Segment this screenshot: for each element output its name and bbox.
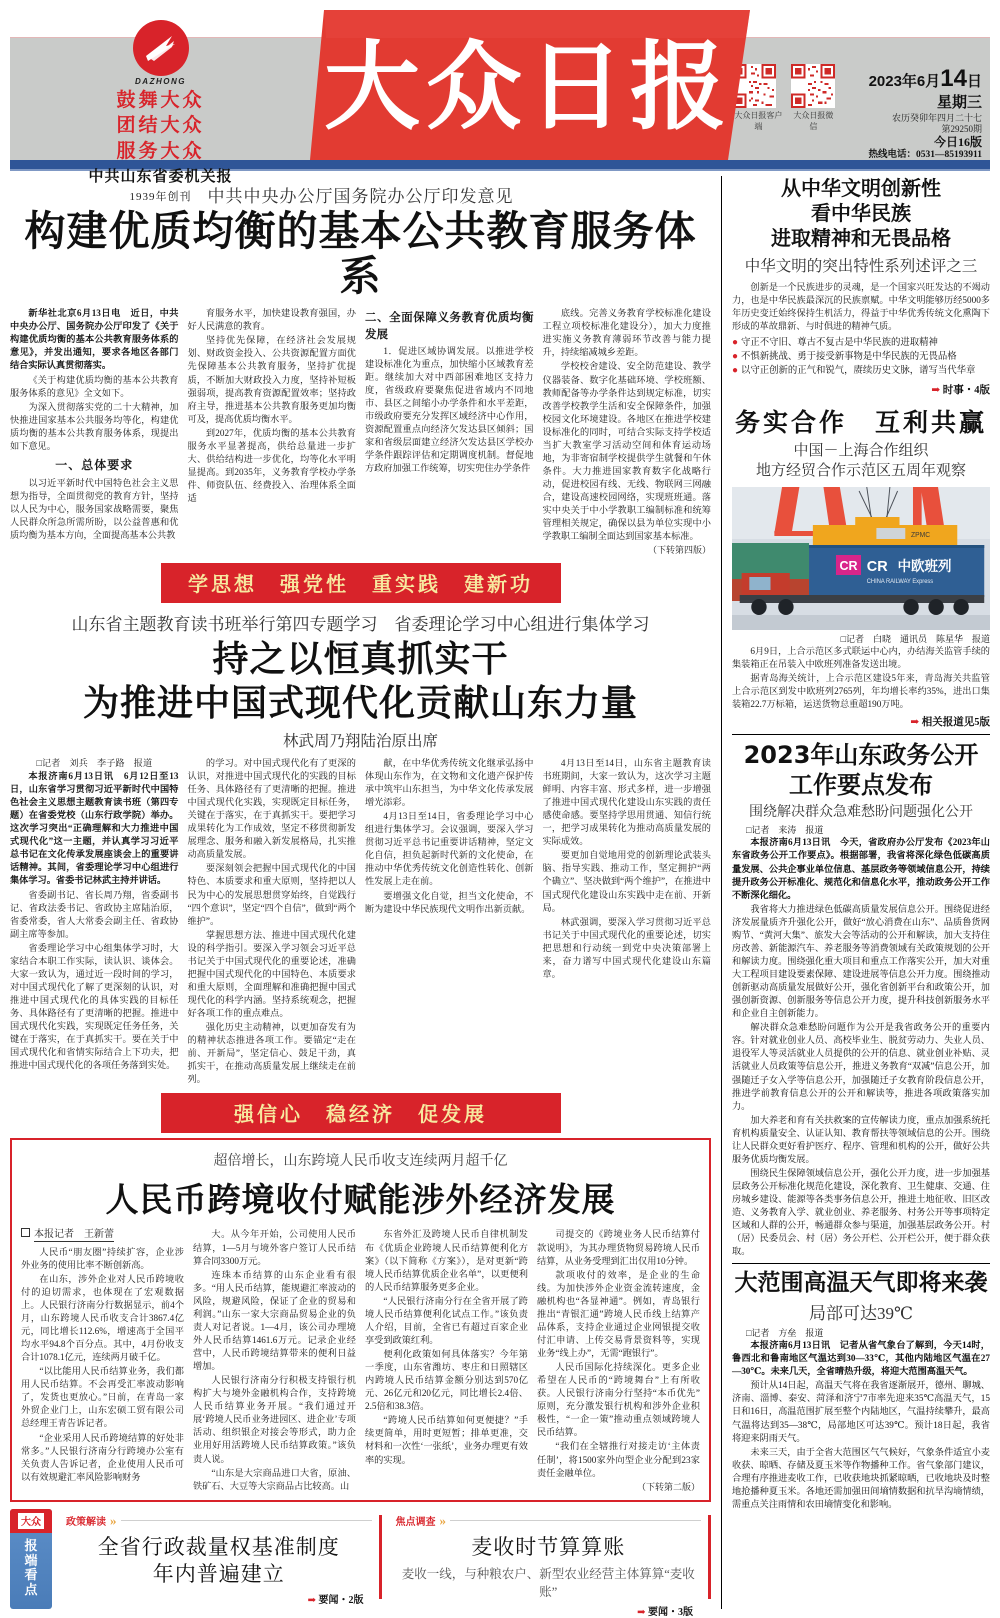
section2-col-2 [188,757,357,1088]
tab-char-3: 看 [24,1567,38,1583]
section3-para: “人民银行济南分行在全省开展了跨境人民币结算便利化试点工作。”该负责人介绍，目前，全省已有超过百家企业享受到政策红利。 [365,1295,528,1345]
weather-headline: 大范围高温天气即将来袭 [734,1270,988,1297]
arrow-right-icon: ➡ [910,717,920,729]
footer-headline-line-1: 麦收时节算算账 [471,1534,626,1559]
lead-para: 学校校舍建设、安全防范建设、教学仪器装备、数字化基础环境、学校班额、教师配备等办学条件达到规定标准，切实改善学校教学生活和安全保障条件，加强校园文化环境建设。各地区在推进学校建设标准化的同时，可结合实际支持学校适当扩大教室学习活动空间和体育运动场地，为非寄宿制学校提供学生就餐和午休条件。大力推进国家教育数字化战略行动，促进校园有线、无线、物联网三网融合，建设高速校园网络，实现班班通。落实中央关于中小学教职工编制标准和统筹管理相关规定，确保以县为单位实现中小学教职工编制全面达到国家基本标准。 [542,361,711,542]
lead-col-3 [365,307,534,557]
footer-tab [10,1509,52,1609]
section2-para: 省委理论学习中心组集体学习时，大家结合本职工作实际，读认识、谈体会。大家一致认为，通过近一段时间的学习，对中国式现代化了解了更深刻的认识，对推进中国式现代化的具体实践的目标任务、具体路径有了更清晰的把握。推进中国式现代化实践，实现既定任务任务，关键在于落实，在于真抓实干。要在关于中国式现代化和省情实际结合上下功夫，把推进中国式现代化的各项任务落到实处。 [10,942,179,1071]
section2-para: 强化历史主动精神，以更加奋发有为的精神状态推进各项工作。要锚定“走在前、开新局”，坚定信心、鼓足干劲，真抓实干，在推动高质量发展上继续走在前列。 [187,1022,356,1085]
gov-para [732,836,990,901]
weekday: 星期三 [936,95,982,111]
section3-para: 东省外汇及跨境人民币自律机制发布《优质企业跨境人民币结算便利化方案》（以下简称《方案》），是对更新“跨境人民币结算优质企业名单”，以更便利的人民币结算服务更多企业。 [365,1229,528,1292]
section3-para: 人民银行济南分行积极支持银行机构扩大与境外金融机构合作，支持跨境人民币结算业务开展。“我们通过开展‘跨境人民币业务进园区、进企业’专项活动、组织银企对接会等形式，助力企业用好用活跨境人民币结算政策。”该负责人说。 [193,1375,356,1464]
sco-subhead [732,441,990,482]
cr-english-text: CHINA RAILWAY Express [866,579,934,586]
section2-col-4 [543,757,712,1088]
arrow-right-icon: ➡ [637,1607,646,1618]
section2-para: 献，在中华优秀传统文化继承弘扬中体现山东作为，在文物和文化遗产保护传承中筑牢山东担当，为中华文化传承发展增光添彩。 [365,757,534,808]
section3-continuation: （下转第二版） [636,1481,700,1492]
section3-para: 人民币“朋友圈”持续扩容，企业涉外业务的使用比率不断创新高。 [21,1246,184,1270]
qr-wechat-caption: 大众日报微信 [793,111,834,131]
gov-headline [732,740,990,800]
masthead-title-banner [310,8,750,163]
section3-para: 人民币国际化持续深化。更多企业希望在人民币的“跨境舞台”上有所收获。人民银行济南分行坚持“本币优先”原则，充分激发银行机构和涉外企业积极性，“一企一策”推动重点领域跨境人民币结算。 [537,1362,700,1438]
civilization-subhead: 中华文明的突出特性系列述评之三 [744,258,978,275]
section2-headline-line-1: 持之以恒真抓实干 [212,639,509,681]
civilization-jump[interactable] [732,382,990,397]
dazhong-mini-logo-icon [18,1513,44,1529]
caption-para: 据青岛海关统计，上合示范区建设5年来，青岛海关共监管上合示范区到发中欧班列2765列，年均增长率约35%，进出口集装箱22.7万标箱，运送货物总重超190万吨。 [732,673,990,710]
footer-tag-row [66,1513,372,1529]
lead-dateline: 新华社北京6月13日电 近日，中共中央办公厅、国务院办公厅印发了《关于构建优质均衡的基本公共教育服务体系的意见》，并发出通知，要求各地区各部门结合实际认真贯彻落实。 [10,308,179,371]
dazhong-logo-icon [133,20,189,76]
section3-byline [21,1228,184,1242]
masthead-title-text: 大众日报 [324,30,732,143]
gov-para: 我省将大力推进绿色低碳高质量发展信息公开。围绕促进经济发展量质齐升强化公开，做好“放心消费在山东”、品质鲁货网购节、“黄河大集”、旅发大会等活动的公开和解读，加大支持住房改善、新能源汽车、养老服务等消费领域有关政策规划的公开和解读力度。围绕强化重大项目和重点工作落实公开，加大对重大工程项目建设要素保障、建设进展等信息公开力度。围绕推动创新驱动高质量发展做好公开，强化省创新平台和政策公开，加强创新资源、创新服务等信息公开力度，提升科技创新服务水平和企业自主创新能力。 [732,903,990,1019]
civilization-body [732,281,990,333]
footer-divider [121,1520,372,1521]
weather-para [732,1339,990,1378]
section3-para: 款项收付的效率，是企业的生命线。为加快涉外企业资金流转速度，金融机构也“各显神通”。例如，青岛银行推出“青银汇通”跨境人民币线上结算产品体系，支持企业通过企业网银提交收付汇申请、上传交易背景资料等，实现业务“线上办”，无需“跑银行”。 [537,1269,700,1359]
section2-para: 要更加自觉地用党的创新理论武装头脑、指导实践、推动工作，坚定拥护“两个确立”、坚决做到“两个维护”，在推进中国式现代化建设山东实践中走在前、开新局。 [542,850,711,913]
civ-headline-line-2: 看中华民族 [811,201,911,225]
section3-para: “以比能用人民币结算业务，我们都用人民币结算。不会再受汇率波动影响了，发货也更放心。”日前，在青岛一家外贸企业门上，山东宏硕工贸有限公司总经理王青告诉记者。 [21,1366,184,1429]
sco-jump[interactable] [732,714,990,729]
lead-continuation: （下转第四版） [647,545,711,556]
section3-para: “我们在全辖推行对接走访‘主体责任制’，将1500家外向型企业分配到23家责任金融单位。 [537,1441,700,1478]
weather-article [732,1269,990,1511]
page-count: 今日16版 [933,135,982,150]
section3-byline-text: 本报记者 王新蕾 [34,1229,114,1241]
bullet-dot-icon: ● [732,351,739,363]
publication-date [842,64,982,94]
swoosh-icon [142,32,180,64]
section2-para: 林武强调，要深入学习贯彻习近平总书记关于中国式现代化的重要论述，切实把思想和行动统一到党中央决策部署上来，奋力谱写中国式现代化建设山东篇章。 [542,916,711,979]
civ-para: 创新是一个民族进步的灵魂，是一个国家兴旺发达的不竭动力，也是中华民族最深沉的民族禀赋。中华文明能够历经5000多年历史变迁始终保持生机活力，得益于中华优秀传统文化熏陶下形成的革故鼎新、与时俱进的精神气质。 [732,282,990,332]
footer-highlights [10,1509,711,1618]
photo-byline: □记者 白晓 通讯员 陈星华 报道 [840,634,990,645]
section3-para: “企业采用人民币跨境结算的好处非常多。”人民银行济南分行跨境办公室有关负责人告诉记者，企业使用人民币可以有效规避汇率风险影响财务 [21,1432,184,1482]
qr-code-icon [791,64,835,108]
banner-row-2 [10,1093,711,1133]
lead-section-head-2: 二、全面保障义务教育优质均衡发展 [365,312,534,341]
sco-photo [732,487,990,630]
svg-text:大众: 大众 [21,1516,41,1528]
lead-section-head-1: 一、总体要求 [55,457,134,472]
sco-headline: 务实合作 互利共赢 [734,407,987,437]
campaign-banner-1: 学思想 强党性 重实践 建新功 [161,563,561,603]
tab-char-1: 报 [24,1537,38,1553]
dazhong-wordmark: DAZHONG [135,77,186,86]
footer-tab-label [24,1533,37,1598]
footer-headline-line-1: 全省行政裁量权基准制度 [97,1534,340,1559]
civ-headline-line-3: 进取精神和无畏品格 [771,226,951,250]
section3-col-4 [537,1228,700,1493]
section-two [10,563,711,1087]
gov-body [732,836,990,1258]
civ-headline-line-1: 从中华文明创新性 [781,176,941,200]
rail-divider-1 [732,734,990,735]
footer-tag-label: 政策解读 [66,1517,106,1529]
sco-jump-label: 相关报道见5版 [921,717,990,729]
weather-para: 未来三天，由于全省大范围区气气候好，气象条件适宜小麦收获、晾晒、存储及夏玉米等作物播种工作。省气象部门建议，合理有序推进麦收工作，已收获地块抓紧晾晒，已收地块及时整地抢播种夏玉米。各地还需加强田间墒情数据和抗旱沟墒情绩，需重点关注雨情和农田墒情变化和影响。 [732,1446,990,1509]
masthead-right-block [732,64,982,162]
gov-para: 加大养老和育有关扶救案的宣传解读力度，重点加强系统托育机构质量安全、认证认知、教育帮扶等领域信息的公开。围绕让人民群众更好看护医疗、程序、管理和机构的公开，做好公共服务优质均衡发展。 [732,1114,990,1164]
section2-byline: □记者 刘兵 李子路 报道 [36,757,153,768]
section3-para: 连珠本币结算的山东企业看有很多。“用人民币结算，能规避汇率波动的风险，规避风险，保证了企业的贸易和利润。”山东一家大宗商品贸易企业的负责人对记者说。1—4月，该公司办理境外人民币结算1461.6万元。记录企业经营中，人民币跨境结算带来的便利日益增加。 [193,1269,356,1372]
footer-headline [396,1534,702,1561]
section2-para: 4月13日至14日，省委理论学习中心组进行集体学习。会议强调，要深入学习贯彻习近平总书记重要讲话精神，坚定文化自信，担负起新时代新的文化使命，在推动中华优秀传统文化创造性转化、创新性发展上走在前。 [365,811,534,887]
arrow-right-icon: ➡ [931,384,941,396]
chevron-right-icon: » [110,1512,117,1528]
founded-year: 1939年创刊 [129,191,192,204]
bullet-dot-icon: ● [732,337,739,349]
bullet-item [732,350,990,364]
lead-para: 坚持优先保障，在经济社会发展规划、财政资金投入、公共资源配置方面优先保障基本公共教育服务，坚持扩优提质，不断加大财政投入力度，坚持补短板强弱项，提高教育资源配置效率；坚持政府主导，推进基本公共教育服务更加均衡可及，提高优质均衡水平。 [187,335,356,424]
lunar-date: 农历癸卯年四月二十七 [891,112,982,123]
footer-jump-label: 要闻・2版 [318,1595,364,1607]
organ-label: 中共山东省委机关报 [88,169,233,186]
section-three [10,1093,711,1501]
banner-row-1 [10,563,711,603]
slogan-line-1: 鼓舞大众 [116,89,205,111]
section2-kicker: 山东省主题教育读书班举行第四专题学习 省委理论学习中心组进行集体学习 [71,615,650,635]
cr-logo-text: CR [866,558,888,576]
lead-col-1 [10,307,179,557]
sco-subhead-line-1: 中国－上海合作组织 [793,442,929,459]
right-rail [722,176,990,1609]
weather-subhead: 局部可达39℃ [808,1304,914,1324]
gov-para: 解决群众急难愁盼问题作为公开是我省政务公开的重要内容。针对就业创业人员、高校毕业生、脱贫劳动力、失业人员、退役军人等灵活就业人员提供的公开的信息、就业创业补贴、灵活就业人员政策等信息公开，推进义务教育“双减”信息公开，加强随迁子女入学等信息公开，加强随迁子女教育阶段信息公开，推进学前教育信息公开的公开和解读等，推进各项政策落实加力。 [732,1022,990,1111]
section2-headline [10,638,711,726]
date-prefix: 2023年6月 [868,73,941,90]
footer-item-survey[interactable] [382,1509,712,1618]
bullet-item [732,336,990,350]
weather-body [732,1339,990,1511]
gov-dateline: 本报济南6月13日讯 今天，省政府办公厅发布《2023年山东省政务公开工作要点》。根据部署，我省将深化绿色低碳高质量发展、公共企事业单位信息、基层政务等领域信息公开，持续提升政务公开标准化、规范化和信息化水平，推动政务公开工作不断深化细化。 [732,837,990,900]
section3-col-2 [193,1228,356,1493]
section3-para: 便利化政策如何具体落实？今年第一季度，山东省潍坊、枣庄和日照辖区内跨境人民币结算金额分别达到570亿元、26亿元和20亿元，同比增长2.4倍、2.5倍和38.3倍。 [365,1349,528,1412]
lead-para: 《关于构建优质均衡的基本公共教育服务体系的意见》全文如下。 [10,374,179,398]
sco-article [732,403,990,730]
bullet-text: 守正不守旧、尊古不复古是中华民族的进取精神 [741,338,938,349]
lead-headline: 构建优质均衡的基本公共教育服务体系 [24,207,697,301]
gov-subhead: 围绕解决群众急难愁盼问题强化公开 [749,805,973,821]
section3-headline: 人民币跨境收付赋能涉外经济发展 [105,1180,616,1220]
footer-logo-icon [10,1509,52,1533]
bullet-text: 以守正创新的正气和锐气，赓续历史文脉，谱写当代华章 [741,366,976,377]
bullet-text: 不惧新挑战、勇于接受新事物是中华民族的无畏品格 [741,352,957,363]
civilization-jump-label: 时事・4版 [942,384,990,396]
section2-attendees: 林武周乃翔陆治原出席 [282,732,438,750]
section3-para: “山东是大宗商品进口大省，原油、铁矿石、大豆等大宗商品占比较高。山 [193,1467,356,1491]
section3-columns [21,1228,700,1493]
lead-columns [10,307,711,557]
slogan-line-2: 团结大众 [116,114,205,137]
masthead-left-block [18,20,303,204]
lead-kicker: 中共中央办公厅国务院办公厅印发意见 [207,187,514,206]
section2-para: 省委副书记、省长周乃翔，省委副书记、省政法委书记、省政协主席陆治原，省委常委，省人大常委会副主任、省政协副主席等参加。 [10,889,179,939]
bullet-dot-icon: ● [732,365,739,377]
lead-para [10,307,179,372]
tab-char-4: 点 [24,1582,38,1598]
date-day: 14 [940,65,967,92]
footer-item-policy[interactable] [52,1509,382,1609]
issue-number: 第29250期 [941,124,982,134]
slogan-line-3: 服务大众 [116,139,205,162]
cr-chinese-text: 中欧班列 [897,558,952,576]
qr-wechat[interactable] [791,64,836,132]
bullet-item [732,364,990,378]
section2-col-3 [365,757,534,1088]
section3-para: 司提交的《跨境业务人民币结算付款说明》，为其办理货物贸易跨境人民币结算，从业务受理到汇出仅用10分钟。 [537,1229,700,1266]
caption-para: 6月9日，上合示范区多式联运中心内，办结海关监管手续的集装箱正在吊装入中欧班列准备发送出境。 [732,646,990,670]
civilization-article [732,176,990,397]
section2-headline-line-2: 为推进中国式现代化贡献山东力量 [82,682,638,724]
gov-headline-line-2: 工作要点发布 [789,771,933,800]
arrow-right-icon: ➡ [307,1595,316,1607]
lead-para: 到2027年，优质均衡的基本公共教育服务水平显著提高，供给总量进一步扩大、供给结构进一步优化，均等化水平明显提高。到2035年，义务教育学校办学条件、师资队伍、经费投入、治理体系全面适 [187,427,356,504]
masthead-title-svg [310,8,750,163]
section2-dateline: 本报济南6月13日讯 6月12日至13日，山东省学习贯彻习近平新时代中国特色社会主义思想主题教育读书班（第四专题）在省委党校（山东行政学院）举办。这次学习突出“正确理解和大力推进中国式现代化”这一主题，并认真学习习近平总书记在文化传承发展座谈会上的重要讲话精神。其间，省委理论学习中心组进行集体学习。省委书记林武主持并讲话。 [10,770,179,886]
section3-para: 大。从今年开始，公司使用人民币结算，1—5月与境外客户签订人民币结算合同3300万元。 [193,1229,356,1266]
civilization-bullets [732,336,990,378]
footer-jump-label: 要闻・3版 [648,1607,693,1618]
qr-app-caption: 大众日报客户端 [734,111,783,131]
section2-para: 要深刻领会把握中国式现代化的中国特色、本质要求和重大原则，坚持把以人民为中心的发展思想贯穿始终，自觉践行“四个意识”，坚定“四个自信”，做到“两个维护”。 [187,863,356,926]
lead-para: 育服务水平，加快建设教育强国，办好人民满意的教育。 [187,308,356,332]
section2-para: 要增强文化自觉，担当文化使命，不断为建设中华民族现代文明作出新贡献。 [365,890,534,914]
section3-kicker: 超倍增长，山东跨境人民币收支连续两月超千亿 [213,1154,508,1170]
crane-brand-text: ZPMC [911,531,931,540]
tab-char-2: 端 [24,1552,38,1568]
gov-headline-line-1: 2023年山东政务公开 [743,741,979,770]
byline-box-icon [21,1228,30,1237]
gov-para: 围绕民生保障领域信息公开，强化公开力度，进一步加强基层政务公开标准化规范化建设，深化教育、卫生健康、交通、住房城乡建设、能源等各类事务信息公开，推进土地征收、旧区改造、义务教育入学、就业创业、养老服务、村务公开等事项特定区域和人群的公开，畅通群众参与渠道，加强基层政务公开。村（居）民委员会、村（居）务公开栏、公开栏公开，便于群众获取。 [732,1167,990,1257]
lead-col-2 [188,307,357,557]
lead-col-4 [543,307,712,557]
section3-para: 在山东，涉外企业对人民币跨境收付的迫切需求，也体现在了宏观数据上。人民银行济南分行数据显示，前4个月，山东跨境人民币收支合计3867.4亿元，同比增长112.6%，增速高于全国平均水平94.8个百分点。其中，4月份收支合计1078.1亿元，连续两月破千亿。 [21,1273,184,1363]
gov-openness-article [732,740,990,1258]
date-suffix: 日 [966,73,982,90]
section2-para: 掌握思想方法、推进中国式现代化建设的科学指引。要深入学习领会习近平总书记关于中国式现代化的重要论述，准确把握中国式现代化的中国特色、本质要求和重大原则，全面理解和准确把握中国式现代化的科学内涵。坚持系统观念，把握好各项工作的重点难点。 [187,929,356,1019]
civilization-headline [732,176,990,251]
rmb-article-box [10,1138,711,1501]
lead-story [10,182,711,557]
section2-para [10,770,179,888]
gov-byline: □记者 来涛 报道 [746,825,824,836]
weather-byline: □记者 方垒 报道 [746,1328,824,1339]
section2-para: 的学习。对中国式现代化有了更深的认识，对推进中国式现代化的实践的目标任务、具体路径有了更清晰的把握。推进中国式现代化实践，实现既定目标任务，关键在于落实，在于真抓实干。要把学习成果转化为工作成效，坚定不移贯彻新发展理念、服务和融入新发展格局，扎实推动高质量发展。 [187,757,356,860]
footer-subhead: 麦收一线，与种粮农户、新型农业经营主体算算“麦收账” [401,1567,695,1599]
page-body [10,176,990,1618]
footer-tag-row [396,1513,702,1529]
chevron-right-icon: » [439,1512,446,1528]
sco-subhead-line-2: 地方经贸合作示范区五周年观察 [755,462,966,479]
cr-emblem-text: CR [839,557,858,574]
campaign-banner-2: 强信心 稳经济 促发展 [161,1093,561,1133]
footer-jump[interactable] [66,1591,372,1606]
footer-tag-label: 焦点调查 [395,1517,436,1529]
main-column [10,176,722,1618]
section3-para: “跨境人民币结算如何更便捷？”手续更简单，用时更短暂；排单更准，交材料和一次性‘一张纸’，业务办理更有效率的实现。 [365,1415,528,1465]
date-block [842,64,982,162]
section2-columns [10,757,711,1088]
section2-col-1 [10,757,179,1088]
lead-para: 以习近平新时代中国特色社会主义思想为指导，全面贯彻党的教育方针，坚持以人民为中心，服务国家战略需要，聚焦人民群众所急所需所盼，以公益普惠和优质均衡为基本方向，全面提高基本公共教 [10,477,179,541]
lead-para: 底线。完善义务教育学校标准化建设工程立项校标准化建设分），加大力度推进实施义务教育薄弱环节改善与能力提升，持续缩减城乡差距。 [542,308,711,358]
photo-caption [732,645,990,711]
footer-headline [66,1534,372,1589]
weather-dateline: 本报济南6月13日讯 记者从省气象台了解到，今天14时，鲁西北和鲁南地区气温达到30—33℃，其他内陆地区气温在27—30℃。未来几天，全省晴热升级，将迎大范围高温天气。 [732,1340,990,1377]
section3-col-1 [21,1228,184,1493]
section2-para: 4月13日至14日，山东省主题教育读书班期间，大家一致认为，这次学习主题鲜明、内容丰富、形式多样，进一步增强了推进中国式现代化建设山东实践的责任感使命感。要坚持学思用贯通、知信行统一，把学习成果转化为推动高质量发展的实际成效。 [542,757,711,847]
footer-jump[interactable] [396,1603,702,1618]
lead-para: 为深入贯彻落实党的二十大精神，加快推进国家基本公共服务均等化，构建优质均衡的基本公共教育服务体系，现提出如下意见。 [10,401,179,451]
rail-divider-2 [732,1263,990,1264]
footer-divider [450,1520,701,1521]
hotline: 热线电话：0531—85193911 [868,150,982,161]
weather-para: 预计从14日起，高温天气将在我省逐渐展开，德州、聊城、济南、淄博、泰安、菏泽和济宁7市率先迎来35℃高温天气，15日和16日，高温范围扩展至整个内陆地区，气温持续攀升，最高气温将达到35—38℃，局部地区可达39℃。预计18日起，我省将迎来阴雨天气。 [732,1380,990,1443]
section3-col-3 [365,1228,528,1493]
footer-headline-line-2: 年内普遍建立 [152,1562,285,1586]
lead-para: 1．促进区域协调发展。以推进学校建设标准化为重点，加快缩小区域教育差距。继续加大对中西部困难地区支持力度，省级政府要聚焦促进省域内不同地市、县区之间缩小办学条件和水平差距，市级政府要充分发挥区域经济中心作用，资源配置重点向经济欠发达县区倾斜；国家和省级层面建立经济欠发达县区学校办学条件跟踪评估和定期调度机制。督促地方政府加强工作统筹，切实兜住办学条件 [365,345,534,474]
